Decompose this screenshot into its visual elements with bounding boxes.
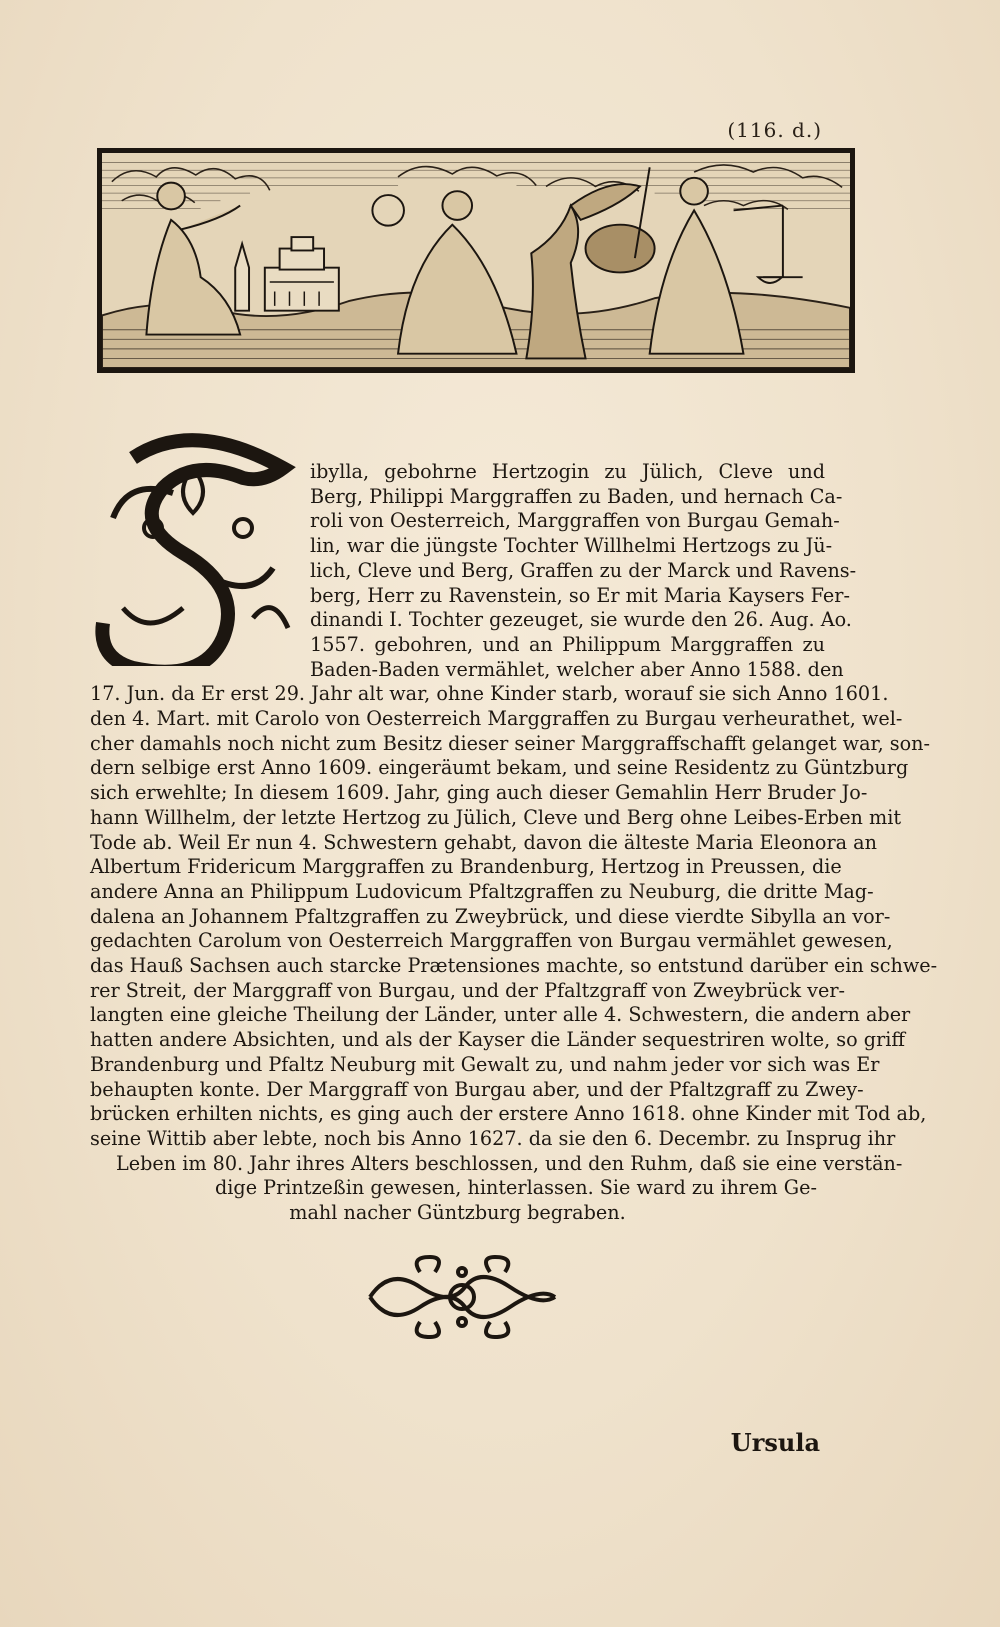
body-text (90, 460, 938, 1226)
text-line: Baden-Baden vermählet, welcher aber Anno 1588. den (310, 657, 844, 681)
woodcut-illustration (97, 148, 855, 373)
text-line: gedachten Carolum von Oesterreich Marggraffen von Burgau vermählet gewesen, (90, 929, 893, 953)
text-line: Brandenburg und Pfaltz Neuburg mit Gewalt zu, und nahm jeder vor sich was Er (90, 1052, 880, 1076)
calligraphic-flourish-icon (360, 1252, 565, 1342)
text-line: dinandi I. Tochter gezeuget, sie wurde den 26. Aug. Ao. (310, 608, 852, 632)
text-line: dalena an Johannem Pfaltzgraffen zu Zweybrück, und diese vierdte Sibylla an vor- (90, 904, 891, 928)
text-line: hann Willhelm, der letzte Hertzog zu Jülich, Cleve und Berg ohne Leibes-Erben mit (90, 805, 902, 829)
text-line: rer Streit, der Marggraff von Burgau, und der Pfaltzgraff von Zweybrück ver- (90, 978, 846, 1002)
allegorical-figures-woodcut-icon (102, 153, 850, 368)
text-line: dige Printzeßin gewesen, hinterlassen. Sie ward zu ihrem Ge- (215, 1176, 817, 1200)
text-line: seine Wittib aber lebte, noch bis Anno 1627. da sie den 6. Decembr. zu Insprug ihr (90, 1126, 896, 1150)
text-line: ibylla, gebohrne Hertzogin zu Jülich, Cleve und (310, 460, 825, 483)
text-line: andere Anna an Philippum Ludovicum Pfaltzgraffen zu Neuburg, die dritte Mag- (90, 879, 874, 903)
text-line: Tode ab. Weil Er nun 4. Schwestern gehabt, davon die älteste Maria Eleonora an (90, 830, 877, 854)
text-line: 17. Jun. da Er erst 29. Jahr alt war, ohne Kinder starb, worauf sie sich Anno 1601. (90, 682, 889, 706)
text-line: lich, Cleve und Berg, Graffen zu der Marck und Ravens- (310, 558, 857, 582)
text-line: Leben im 80. Jahr ihres Alters beschlossen, und den Ruhm, daß sie eine verstän- (116, 1151, 903, 1175)
text-line: Albertum Fridericum Marggraffen zu Brandenburg, Hertzog in Preussen, die (90, 855, 842, 879)
page-number: (116. d.) (727, 118, 822, 142)
text-line: behaupten konte. Der Marggraff von Burgau aber, und der Pfaltzgraff zu Zwey- (90, 1077, 864, 1101)
text-line: roli von Oesterreich, Marggraffen von Burgau Gemah- (310, 509, 840, 533)
text-line: mahl nacher Güntzburg begraben. (289, 1201, 626, 1225)
text-line: langten eine gleiche Theilung der Länder, unter alle 4. Schwestern, die andern aber (90, 1003, 911, 1027)
text-line: dern selbige erst Anno 1609. eingeräumt bekam, und seine Residentz zu Güntzburg (90, 756, 909, 780)
text-line: 1557. gebohren, und an Philippum Marggraffen zu (310, 632, 825, 656)
text-line: cher damahls noch nicht zum Besitz dieser seiner Marggraffschafft gelanget war, son- (90, 731, 931, 755)
text-line: sich erwehlte; In diesem 1609. Jahr, ging auch dieser Gemahlin Herr Bruder Jo- (90, 781, 868, 805)
text-line: den 4. Mart. mit Carolo von Oesterreich Marggraffen zu Burgau verheurathet, wel- (90, 707, 903, 731)
text-line: Berg, Philippi Marggraffen zu Baden, und hernach Ca- (310, 484, 843, 508)
text-line: hatten andere Absichten, und als der Kayser die Länder sequestriren wolte, so griff (90, 1028, 906, 1052)
catchword: Ursula (730, 1428, 820, 1457)
text-line: das Hauß Sachsen auch starcke Prætensiones machte, so entstund darüber ein schwe- (90, 954, 938, 978)
text-line: brücken erhilten nichts, es ging auch der erstere Anno 1618. ohne Kinder mit Tod ab, (90, 1102, 927, 1126)
text-line: berg, Herr zu Ravenstein, so Er mit Maria Kaysers Fer- (310, 583, 850, 607)
text-line: lin, war die jüngste Tochter Willhelmi Hertzogs zu Jü- (310, 534, 833, 558)
